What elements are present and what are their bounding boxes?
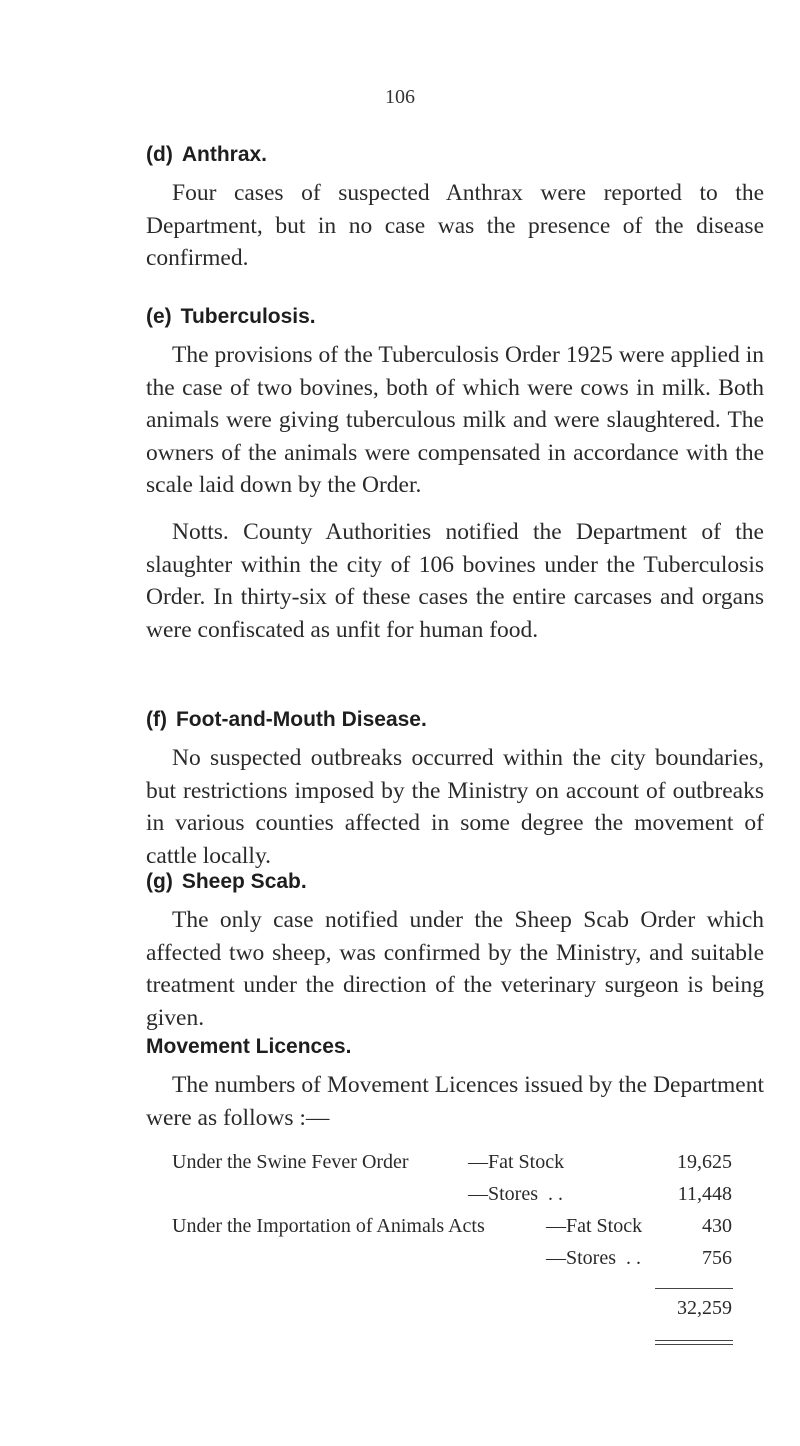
section-title: Tuberculosis.: [180, 305, 316, 328]
row-value: 756: [702, 1247, 732, 1269]
paragraph: No suspected outbreaks occurred within the city boundaries, but restrictions imposed by the Ministry on account of outbreaks in various counties affected in some degree the movement of cattle locally.: [146, 745, 764, 869]
row-category: —Fat Stock: [546, 1215, 643, 1237]
row-category: —Stores . .: [468, 1183, 563, 1205]
paragraph: The provisions of the Tuberculosis Order 1925 were applied in the case of two bovines, both of which were cows in milk. Both animals were giving tuberculous milk and were slaughtered. The owners of the animals were compensated in accordance with the scale laid down by the Order.: [146, 342, 764, 499]
section-tuberculosis: [146, 305, 764, 646]
section-heading: [146, 143, 764, 167]
section-title: Sheep Scab.: [181, 870, 307, 893]
total-rule: [655, 1288, 733, 1289]
section-sheep-scab: [146, 870, 764, 1034]
row-description: Under the Importation of Animals Acts: [172, 1215, 485, 1237]
table-row: [172, 1146, 772, 1178]
row-value: 19,625: [677, 1151, 732, 1173]
section-foot-and-mouth: [146, 708, 764, 872]
section-heading: [146, 305, 764, 329]
table-row: [172, 1210, 772, 1242]
row-value: 11,448: [677, 1183, 732, 1205]
section-title: Anthrax.: [181, 143, 268, 166]
section-heading: [146, 708, 764, 732]
section-label: (e): [146, 305, 172, 328]
row-category: —Fat Stock: [468, 1151, 565, 1173]
section-heading: [146, 1035, 764, 1059]
total-value: 32,259: [677, 1297, 732, 1319]
section-label: (g): [146, 870, 173, 893]
section-title: Movement Licences.: [146, 1035, 352, 1058]
section-movement-licences: [146, 1035, 764, 1134]
total-row: [172, 1292, 772, 1324]
licences-table: [172, 1146, 772, 1324]
table-row: [172, 1178, 772, 1210]
row-value: 430: [702, 1215, 732, 1237]
paragraph: The numbers of Movement Licences issued by the Department were as follows :—: [146, 1072, 764, 1131]
section-anthrax: [146, 143, 764, 275]
section-label: (d): [146, 143, 173, 166]
row-description: Under the Swine Fever Order: [172, 1151, 409, 1173]
paragraph: Four cases of suspected Anthrax were reported to the Department, but in no case was the presence of the disease confirmed.: [146, 180, 764, 272]
paragraph: The only case notified under the Sheep Scab Order which affected two sheep, was confirmed by the Ministry, and suitable treatment under the direction of the veterinary surgeon is being given.: [146, 907, 764, 1031]
paragraph: Notts. County Authorities notified the Department of the slaughter within the city of 106 bovines under the Tuberculosis Order. In thirty-six of these cases the entire carcases and organs were confiscated as unfit for human food.: [146, 518, 764, 643]
section-title: Foot-and-Mouth Disease.: [175, 708, 427, 731]
section-heading: [146, 870, 764, 894]
page-number: 106: [385, 86, 415, 108]
total-double-rule: [655, 1340, 733, 1345]
table-row: [172, 1242, 772, 1274]
section-label: (f): [146, 708, 167, 731]
row-category: —Stores . .: [546, 1247, 641, 1269]
